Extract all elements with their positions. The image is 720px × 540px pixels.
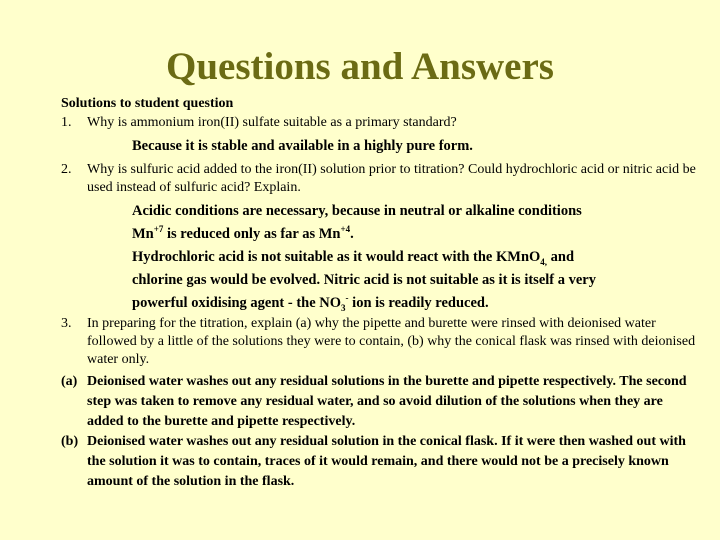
question-text: In preparing for the titration, explain (a) why the pipette and burette were rinsed with deionised water followed by a little of the solutions they were to contain, (b) why the conical flask was rinsed with deionised water only. <box>87 316 696 367</box>
question-number: 1. <box>61 115 72 130</box>
response-label: (a) <box>61 374 78 389</box>
question-number: 3. <box>61 316 72 331</box>
question-3 <box>61 315 701 369</box>
text-run: . <box>350 226 354 242</box>
slide-content <box>61 94 701 492</box>
answer-line: Acidic conditions are necessary, because in neutral or alkaline conditions <box>132 203 582 219</box>
superscript: +7 <box>153 224 164 235</box>
response-text: Deionised water washes out any residual solution in the conical flask. If it were then washed out with the solution it was to contain, traces of it would remain, and there would not be a precisely known amount of the solution in the flask. <box>87 434 686 489</box>
text-run: ion is readily reduced. <box>348 295 489 311</box>
text-run: is reduced only as far as Mn <box>163 226 341 242</box>
slide-title: Questions and Answers <box>166 45 554 88</box>
answer-line: chlorine gas would be evolved. Nitric acid is not suitable as it is itself a very <box>132 272 596 288</box>
question-text: Why is ammonium iron(II) sulfate suitable as a primary standard? <box>87 115 457 130</box>
subscript: 3 <box>341 302 346 313</box>
question-1 <box>61 114 701 132</box>
answer-line <box>132 223 701 246</box>
superscript: +4 <box>340 224 351 235</box>
text-run: Hydrochloric acid is not suitable as it would react with the KMnO <box>132 249 541 265</box>
response-b <box>61 432 701 492</box>
response-a <box>61 372 701 432</box>
question-number: 2. <box>61 162 72 177</box>
superscript: - <box>345 293 349 304</box>
response-text: Deionised water washes out any residual solutions in the burette and pipette respectively. The second step was taken to remove any residual water, and so avoid dilution of the solutions when they are added to the burette and pipette respectively. <box>87 374 687 429</box>
response-label: (b) <box>61 434 79 449</box>
question-text: Why is sulfuric acid added to the iron(II) solution prior to titration? Could hydrochloric acid or nitric acid be used instead of sulfuric acid? Explain. <box>87 162 696 195</box>
answer-line <box>132 246 701 269</box>
answer-2 <box>61 200 701 315</box>
answer-1: Because it is stable and available in a highly pure form. <box>132 138 473 154</box>
section-heading: Solutions to student question <box>61 96 234 111</box>
question-2 <box>61 161 701 197</box>
text-run: powerful oxidising agent - the NO <box>132 295 342 311</box>
text-run: and <box>547 249 575 265</box>
subscript: 4, <box>540 256 548 267</box>
answer-line <box>132 292 701 315</box>
text-run: Mn <box>132 226 154 242</box>
